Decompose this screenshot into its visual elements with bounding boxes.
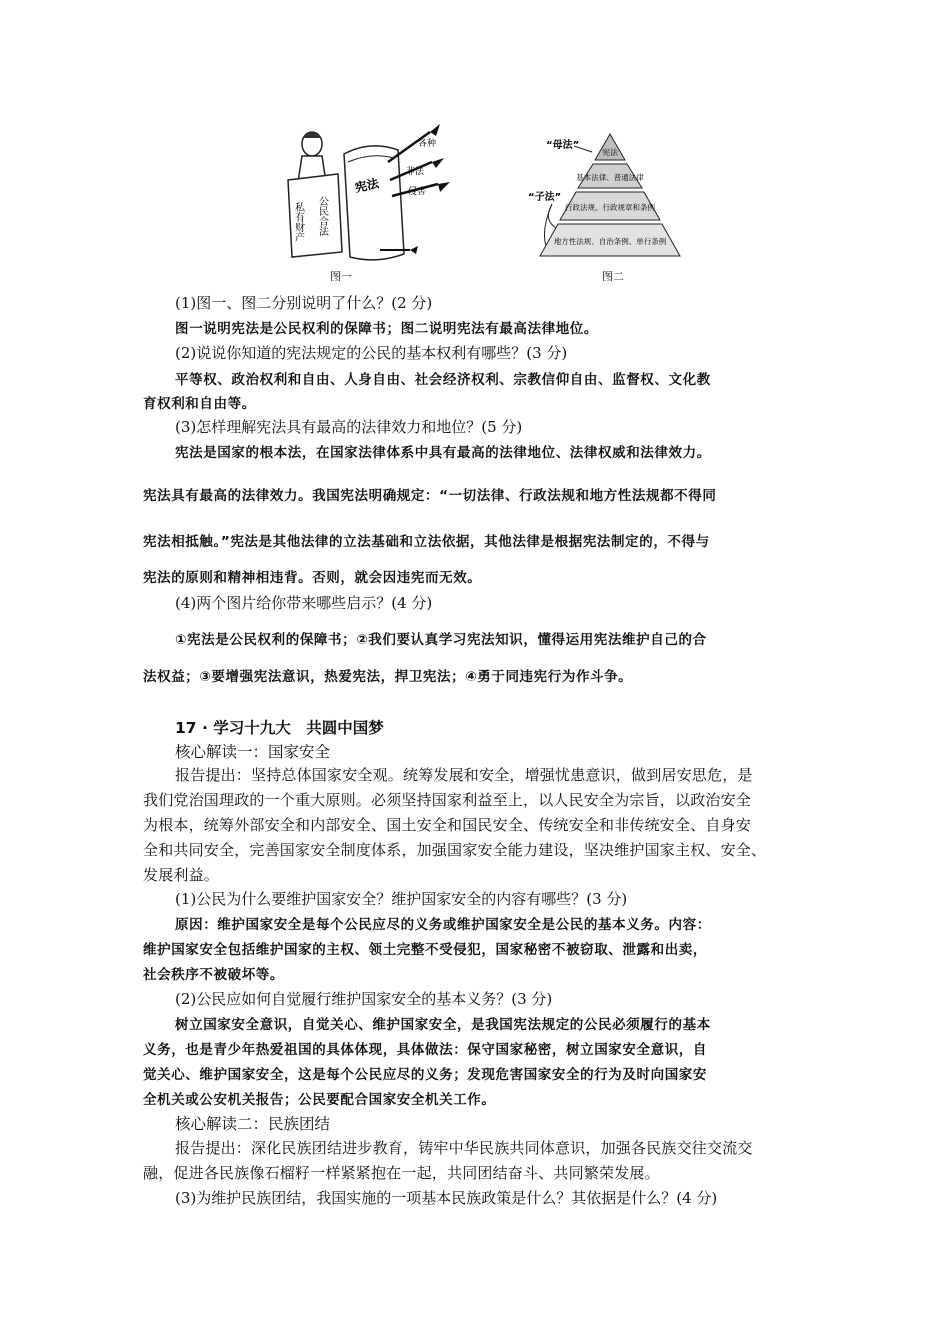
box-left-text: 私有财产 [292, 202, 304, 242]
q17-part1-answer-line2: 维护国家安全包括维护国家的主权、领土完整不受侵犯，国家秘密不被窃取、泄露和出卖， [143, 942, 707, 958]
q16-part2-answer-line1: 平等权、政治权利和自由、人身自由、社会经济权利、宗教信仰自由、监督权、文化教 [175, 372, 711, 388]
q17-paragraph2-line2: 融，促进各民族像石榴籽一样紧紧抱在一起，共同团结奋斗、共同繁荣发展。 [143, 1164, 660, 1182]
q17-paragraph1-line2: 我们党治国理政的一个重大原则。必须坚持国家利益至上，以人民安全为宗旨，以政治安全 [143, 791, 752, 809]
q17-paragraph1-line3: 为根本，统筹外部安全和内部安全、国土安全和国民安全、传统安全和非传统安全、自身安 [143, 816, 752, 834]
figure-two-caption: 图二 [602, 270, 624, 283]
arrow-label-2: 非法 [406, 167, 425, 177]
tier-4: 地方性法规、自治条例、单行条例 [553, 237, 667, 246]
q16-part3-answer-line1: 宪法是国家的根本法，在国家法律体系中具有最高的法律地位、法律权威和法律效力。 [175, 445, 711, 461]
q17-paragraph1-line4: 全和共同安全，完善国家安全制度体系，加强国家安全能力建设，坚决维护国家主权、安全、 [143, 841, 767, 859]
q17-subhead-1: 核心解读一：国家安全 [175, 743, 331, 761]
q17-subhead-2: 核心解读二：民族团结 [175, 1115, 331, 1133]
tier-2: 基本法律、普通法律 [576, 173, 644, 182]
figure-area [280, 122, 700, 282]
q17-part2-question: (2)公民应如何自觉履行维护国家安全的基本义务？(3 分) [175, 990, 553, 1008]
q17-part1-answer-line1: 原因：维护国家安全是每个公民应尽的义务或维护国家安全是公民的基本义务。内容： [175, 917, 711, 933]
box-right-text: 公民合法 [316, 196, 328, 236]
book-title: 宪法 [353, 176, 381, 195]
q16-part2-question: (2)说说你知道的宪法规定的公民的基本权利有哪些？(3 分) [175, 344, 568, 362]
figure-one [288, 124, 450, 260]
q16-part3-answer-line4: 宪法的原则和精神相违背。否则，就会因违宪而无效。 [143, 570, 482, 586]
figure-one-caption: 图一 [330, 270, 352, 283]
q17-part3-question: (3)为维护民族团结，我国实施的一项基本民族政策是什么？其依据是什么？(4 分) [175, 1189, 718, 1207]
q16-part3-answer-line3: 宪法相抵触。”宪法是其他法律的立法基础和立法依据，其他法律是根据宪法制定的，不得与 [143, 534, 710, 550]
q16-part3-question: (3)怎样理解宪法具有最高的法律效力和地位？(5 分) [175, 418, 523, 436]
q16-part4-answer-line1: ①宪法是公民权利的保障书；②我们要认真学习宪法知识，懂得运用宪法维护自己的合 [175, 632, 707, 648]
q16-part4-question: (4)两个图片给你带来哪些启示？(4 分) [175, 594, 433, 612]
tier-1: 宪法 [602, 148, 618, 157]
q16-part4-answer-line2: 法权益；③要增强宪法意识，热爱宪法，捍卫宪法；④勇于同违宪行为作斗争。 [143, 669, 633, 685]
q17-paragraph1-line1: 报告提出：坚持总体国家安全观。统筹发展和安全，增强忧患意识，做到居安思危，是 [175, 766, 753, 784]
child-law-label: “子法” [528, 192, 562, 203]
arrow-label-3: 侵害 [408, 187, 427, 197]
q17-part2-answer-line4: 全机关或公安机关报告；公民要配合国家安全机关工作。 [143, 1092, 496, 1108]
q16-part2-answer-line2: 育权利和自由等。 [143, 396, 256, 412]
q17-title: 17 · 学习十九大 共圆中国梦 [175, 719, 384, 737]
q17-part2-answer-line1: 树立国家安全意识，自觉关心、维护国家安全，是我国宪法规定的公民必须履行的基本 [175, 1017, 711, 1033]
q17-paragraph2-line1: 报告提出：深化民族团结进步教育，铸牢中华民族共同体意识，加强各民族交往交流交 [175, 1139, 753, 1157]
q17-part1-question: (1)公民为什么要维护国家安全？维护国家安全的内容有哪些？(3 分) [175, 890, 628, 908]
arrow-label-1: 各种 [418, 139, 437, 149]
q17-part2-answer-line2: 义务，也是青少年热爱祖国的具体体现，具体做法：保守国家秘密，树立国家安全意识，自 [143, 1042, 707, 1058]
q17-part2-answer-line3: 觉关心、维护国家安全，这是每个公民应尽的义务；发现危害国家安全的行为及时向国家安 [143, 1067, 707, 1083]
mother-law-label: “母法” [546, 140, 580, 151]
figure-two-pyramid [528, 134, 680, 256]
q16-part1-question: (1)图一、图二分别说明了什么？(2 分) [175, 294, 433, 312]
q16-part1-answer: 图一说明宪法是公民权利的保障书；图二说明宪法有最高法律地位。 [175, 321, 598, 337]
tier-3: 行政法规、行政规章和条例 [565, 203, 655, 212]
figure-one-illustration [280, 122, 700, 282]
q17-part1-answer-line3: 社会秩序不被破坏等。 [143, 967, 284, 983]
q16-part3-answer-line2: 宪法具有最高的法律效力。我国宪法明确规定：“一切法律、行政法规和地方性法规都不得同 [143, 488, 717, 504]
q17-paragraph1-line5: 发展利益。 [143, 866, 220, 884]
